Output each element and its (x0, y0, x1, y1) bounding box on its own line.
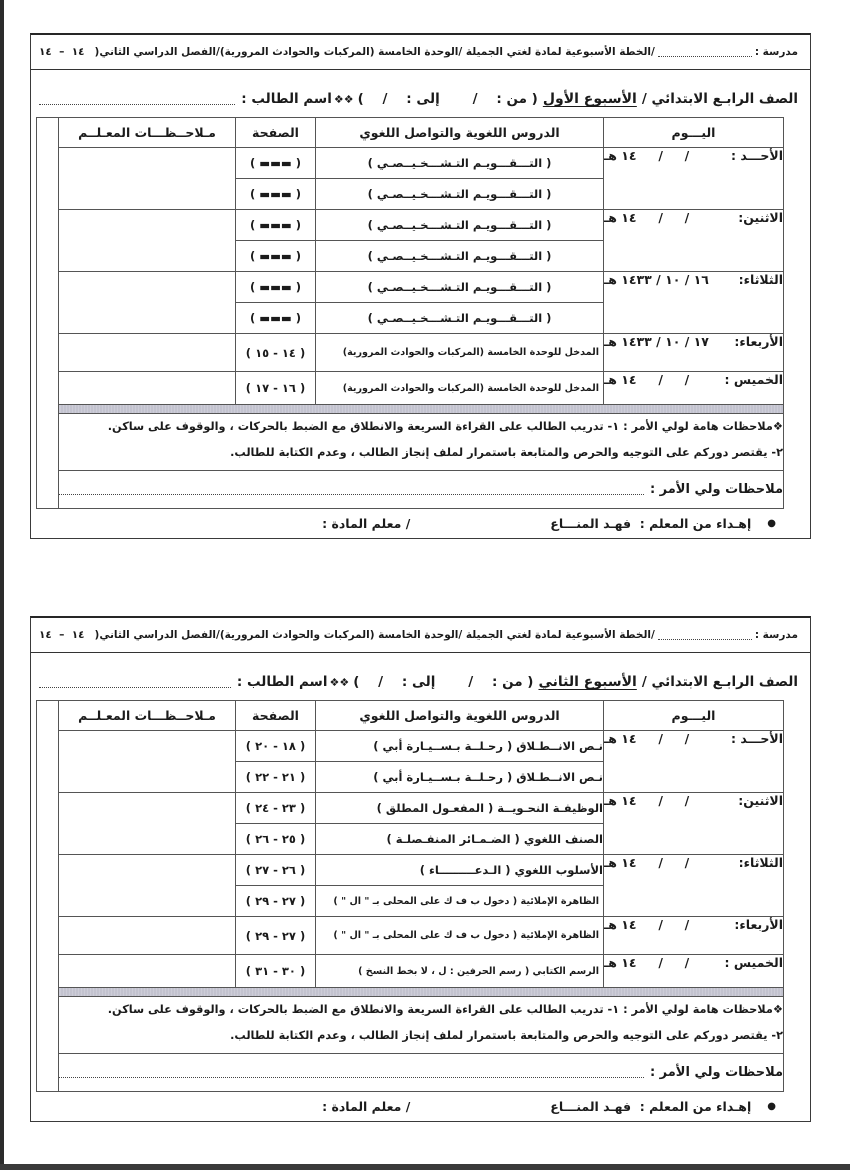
plan-table (36, 700, 784, 1092)
page-range-cell: ( ٢٣ - ٢٤ ) (236, 793, 316, 824)
parent-notes-section (59, 1054, 784, 1092)
lesson-cell: ( التـــقـــويـم التـشـــخـيــصـي ) (316, 241, 604, 272)
page-range-cell: ( ٢٧ - ٢٩ ) (236, 886, 316, 917)
footer (91, 513, 776, 533)
table-row (37, 272, 784, 303)
diamond-marker-icon: ❖❖ (333, 92, 354, 106)
table-row (37, 210, 784, 241)
separator-band (59, 405, 784, 414)
header-strip (31, 618, 810, 653)
lesson-cell: الصنف اللغوي ( الضـمـائر المنفـصلـة ) (316, 824, 604, 855)
teacher-notes-cell (59, 855, 236, 917)
day-name: الأحـــد : (731, 731, 783, 746)
bullet-icon: ● (767, 517, 776, 529)
scan-edge-left (0, 0, 4, 1170)
scan-edge-bottom (0, 1164, 850, 1170)
teacher-notes-cell (59, 955, 236, 988)
student-name-field (39, 676, 231, 688)
subject-teacher-label: / معلم المادة : (322, 515, 411, 531)
page-range-cell: ( ▬▬▬ ) (236, 210, 316, 241)
parent-notes-section (59, 471, 784, 509)
table-header-row (37, 701, 784, 731)
teacher-notes-cell (59, 272, 236, 334)
lesson-cell: نـص الانــطـلاق ( رحـلــة بـســيـارة أبي ) (316, 762, 604, 793)
week-label: الأسبوع الأول (542, 91, 637, 107)
day-cell (604, 955, 784, 988)
parent-notes-field (59, 484, 644, 495)
lesson-cell: المدخل للوحدة الخامسة (المركبات والحوادث المرورية) (316, 334, 604, 372)
student-name-label: اسم الطالب : (236, 674, 328, 690)
important-notes-line-2: ٢- يقتصر دوركم على التوجيه والحرص والمتابعة باستمرار لملف إنجاز الطالب ، وعدم الكتابة للطالب. (230, 1029, 783, 1042)
table-row (37, 955, 784, 988)
table-row (37, 731, 784, 762)
bullet-icon: ● (767, 1100, 776, 1112)
lesson-cell: ( التـــقـــويـم التـشـــخـيــصـي ) (316, 272, 604, 303)
page-range-cell: ( ٢٦ - ٢٧ ) (236, 855, 316, 886)
page-range-cell: ( ٣٠ - ٣١ ) (236, 955, 316, 988)
lesson-cell: الظاهرة الإملائية ( دخول ب ف ك على المحلى بـ " ال " ) (316, 886, 604, 917)
title-line (39, 671, 798, 693)
day-date: ١٦ / ١٠ / ١٤٣٣ هـ (604, 272, 709, 287)
column-header-page: الصفحة (236, 118, 316, 148)
margin-column (37, 701, 59, 1092)
teacher-notes-cell (59, 372, 236, 405)
column-header-teacher-notes: مـلاحــظـــات المعـلــم (59, 701, 236, 731)
table-row (37, 148, 784, 179)
lesson-cell: المدخل للوحدة الخامسة (المركبات والحوادث المرورية) (316, 372, 604, 405)
day-date: / / ١٤ هـ (604, 855, 690, 870)
day-name: الخميس : (724, 372, 783, 387)
teacher-notes-cell (59, 148, 236, 210)
important-notes-line-1: ❖ملاحظات هامة لولي الأمر : ١- تدريب الطالب على القراءة السريعة والانطلاق مع الضبط بالحركات ، والوقوف على ساكن. (107, 420, 783, 433)
day-name: الأربعاء: (734, 917, 783, 932)
lesson-cell: ( التـــقـــويـم التـشـــخـيــصـي ) (316, 303, 604, 334)
lesson-cell: ( التـــقـــويـم التـشـــخـيــصـي ) (316, 210, 604, 241)
parent-notes-field (59, 1067, 644, 1078)
year-range: ١٤ – ١٤ (39, 629, 85, 641)
teacher-notes-cell (59, 917, 236, 955)
day-name: الاثنين: (738, 793, 783, 808)
diamond-marker-icon: ❖❖ (329, 675, 350, 689)
column-header-lessons: الدروس اللغوية والتواصل اللغوي (316, 118, 604, 148)
column-header-page: الصفحة (236, 701, 316, 731)
teacher-notes-cell (59, 793, 236, 855)
page-range-cell: ( ٢١ - ٢٢ ) (236, 762, 316, 793)
lesson-cell: ( التـــقـــويـم التـشـــخـيــصـي ) (316, 179, 604, 210)
important-notes-line-2: ٢- يقتصر دوركم على التوجيه والحرص والمتابعة باستمرار لملف إنجاز الطالب ، وعدم الكتابة للطالب. (230, 446, 783, 459)
grade-label: الصف الرابـع الابتدائي / (641, 91, 798, 107)
school-name-field (658, 630, 752, 640)
lesson-cell: الرسم الكتابي ( رسم الحرفين : ل ، لا بخط النسخ ) (316, 955, 604, 988)
day-cell (604, 917, 784, 955)
lesson-cell: الوظيفـة النحـويــة ( المفعـول المطلق ) (316, 793, 604, 824)
plan-title: /الخطة الأسبوعية لمادة لغتي الجميلة /الوحدة الخامسة (المركبات والحوادث المرورية)/الفصل الدراسي الثاني( (94, 629, 655, 641)
header-strip (31, 35, 810, 70)
parent-notes-label: ملاحظات ولي الأمر : (649, 1065, 783, 1080)
school-name-field (658, 47, 752, 57)
day-cell (604, 372, 784, 405)
day-name: الأحـــد : (731, 148, 783, 163)
teacher-dedication: إهـداء من المعلم : فهـد المنـــاع (550, 1098, 752, 1114)
parent-notes-label: ملاحظات ولي الأمر : (649, 482, 783, 497)
separator-band (59, 988, 784, 997)
page-range-cell: ( ١٤ - ١٥ ) (236, 334, 316, 372)
table-row (37, 793, 784, 824)
page-range-cell: ( ▬▬▬ ) (236, 303, 316, 334)
page-range-cell: ( ١٨ - ٢٠ ) (236, 731, 316, 762)
student-name-label: اسم الطالب : (241, 91, 332, 107)
plan-table (36, 117, 784, 509)
day-cell (604, 210, 784, 272)
day-cell (604, 793, 784, 855)
plan-title: /الخطة الأسبوعية لمادة لغتي الجميلة /الوحدة الخامسة (المركبات والحوادث المرورية)/الفصل الدراسي الثاني( (94, 46, 655, 58)
teacher-notes-cell (59, 731, 236, 793)
page-range-cell: ( ٢٥ - ٢٦ ) (236, 824, 316, 855)
day-cell (604, 855, 784, 917)
day-date: / / ١٤ هـ (604, 210, 690, 225)
column-header-teacher-notes: مـلاحــظـــات المعـلــم (59, 118, 236, 148)
teacher-notes-cell (59, 210, 236, 272)
day-date: / / ١٤ هـ (604, 793, 690, 808)
lesson-cell: ( التـــقـــويـم التـشـــخـيــصـي ) (316, 148, 604, 179)
page-range-cell: ( ٢٧ - ٢٩ ) (236, 917, 316, 955)
table-row (37, 334, 784, 372)
date-range: ( من : / إلى : / ) (357, 91, 538, 107)
day-cell (604, 334, 784, 372)
table-row (37, 372, 784, 405)
page-range-cell: ( ▬▬▬ ) (236, 148, 316, 179)
day-date: / / ١٤ هـ (604, 731, 690, 746)
school-label: مدرسة : (754, 46, 798, 58)
page-range-cell: ( ▬▬▬ ) (236, 179, 316, 210)
table-header-row (37, 118, 784, 148)
lesson-cell: الأسلوب اللغوي ( الـدعـــــــــاء ) (316, 855, 604, 886)
day-name: الثلاثاء: (738, 272, 783, 287)
weekly-plan-week-1 (30, 33, 811, 539)
column-header-day: اليـــوم (604, 701, 784, 731)
table-row (37, 855, 784, 886)
day-date: ١٧ / ١٠ / ١٤٣٣ هـ (604, 334, 709, 349)
week-label: الأسبوع الثاني (538, 674, 637, 690)
margin-column (37, 118, 59, 509)
student-name-field (39, 93, 235, 105)
subject-teacher-label: / معلم المادة : (322, 1098, 411, 1114)
day-cell (604, 148, 784, 210)
day-date: / / ١٤ هـ (604, 372, 690, 387)
day-name: الأربعاء: (734, 334, 783, 349)
day-cell (604, 272, 784, 334)
date-range: ( من : / إلى : / ) (353, 674, 534, 690)
day-date: / / ١٤ هـ (604, 148, 690, 163)
page-range-cell: ( ▬▬▬ ) (236, 241, 316, 272)
teacher-notes-cell (59, 334, 236, 372)
day-name: الثلاثاء: (738, 855, 783, 870)
column-header-day: اليـــوم (604, 118, 784, 148)
footer (91, 1096, 776, 1116)
column-header-lessons: الدروس اللغوية والتواصل اللغوي (316, 701, 604, 731)
weekly-plan-week-2 (30, 616, 811, 1122)
lesson-cell: نـص الانــطـلاق ( رحـلــة بـســيـارة أبي ) (316, 731, 604, 762)
important-notes-line-1: ❖ملاحظات هامة لولي الأمر : ١- تدريب الطالب على القراءة السريعة والانطلاق مع الضبط بالحركات ، والوقوف على ساكن. (107, 1003, 783, 1016)
page-range-cell: ( ١٦ - ١٧ ) (236, 372, 316, 405)
day-date: / / ١٤ هـ (604, 917, 690, 932)
page-range-cell: ( ▬▬▬ ) (236, 272, 316, 303)
grade-label: الصف الرابـع الابتدائي / (641, 674, 798, 690)
day-name: الاثنين: (738, 210, 783, 225)
title-line (39, 88, 798, 110)
day-cell (604, 731, 784, 793)
important-notes-section (59, 997, 784, 1054)
year-range: ١٤ – ١٤ (39, 46, 85, 58)
day-name: الخميس : (724, 955, 783, 970)
important-notes-section (59, 414, 784, 471)
table-row (37, 917, 784, 955)
lesson-cell: الظاهرة الإملائية ( دخول ب ف ك على المحلى بـ " ال " ) (316, 917, 604, 955)
day-date: / / ١٤ هـ (604, 955, 690, 970)
teacher-dedication: إهـداء من المعلم : فهـد المنـــاع (550, 515, 752, 531)
school-label: مدرسة : (754, 629, 798, 641)
